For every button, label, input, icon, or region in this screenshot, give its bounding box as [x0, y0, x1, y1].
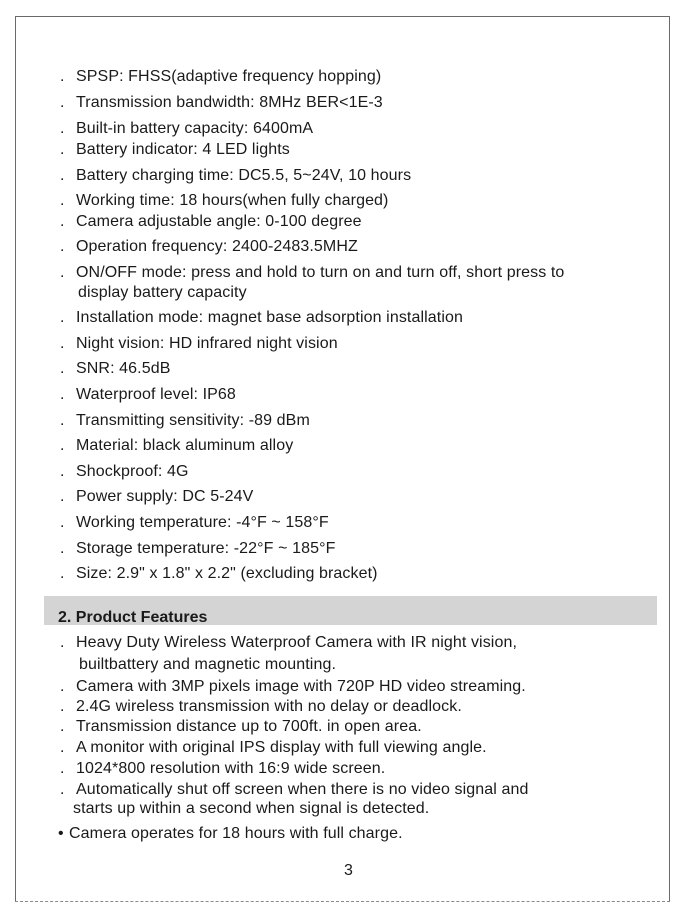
bullet: .	[60, 437, 65, 454]
bullet: .	[60, 309, 65, 326]
feature-ips-display: A monitor with original IPS display with full viewing angle.	[76, 739, 487, 756]
spec-operation-frequency: Operation frequency: 2400-2483.5MHZ	[76, 238, 358, 255]
spec-battery-capacity: Built-in battery capacity: 6400mA	[76, 120, 314, 137]
spec-working-time: Working time: 18 hours(when fully charged)	[76, 192, 389, 209]
feature-auto-shutoff: Automatically shut off screen when there is no video signal and	[76, 781, 529, 798]
spec-shockproof: Shockproof: 4G	[76, 463, 189, 480]
spec-battery-indicator: Battery indicator: 4 LED lights	[76, 141, 290, 158]
bullet: .	[60, 718, 65, 735]
feature-3mp: Camera with 3MP pixels image with 720P HD video streaming.	[76, 678, 526, 695]
spec-installation-mode: Installation mode: magnet base adsorption installation	[76, 309, 463, 326]
spec-onoff-mode-cont: display battery capacity	[78, 284, 247, 301]
bullet: .	[60, 386, 65, 403]
bullet: .	[60, 781, 65, 798]
bullet: .	[60, 213, 65, 230]
bullet: .	[60, 739, 65, 756]
spec-camera-angle: Camera adjustable angle: 0-100 degree	[76, 213, 362, 230]
section-title: 2. Product Features	[58, 609, 208, 626]
bullet: .	[60, 488, 65, 505]
feature-operation-hours: Camera operates for 18 hours with full charge.	[69, 825, 403, 842]
feature-distance: Transmission distance up to 700ft. in open area.	[76, 718, 422, 735]
spec-snr: SNR: 46.5dB	[76, 360, 171, 377]
bullet: .	[60, 167, 65, 184]
bullet: .	[60, 678, 65, 695]
bullet: .	[60, 68, 65, 85]
spec-onoff-mode: ON/OFF mode: press and hold to turn on and turn off, short press to	[76, 264, 565, 281]
bullet: .	[60, 540, 65, 557]
bullet: .	[60, 360, 65, 377]
feature-auto-shutoff-cont: starts up within a second when signal is detected.	[73, 800, 430, 817]
bullet: .	[60, 335, 65, 352]
bullet: .	[60, 192, 65, 209]
bullet: .	[60, 463, 65, 480]
spec-sensitivity: Transmitting sensitivity: -89 dBm	[76, 412, 310, 429]
bullet: .	[60, 760, 65, 777]
bullet: .	[60, 238, 65, 255]
feature-wireless: 2.4G wireless transmission with no delay or deadlock.	[76, 698, 462, 715]
bullet: .	[60, 94, 65, 111]
bullet: •	[58, 825, 64, 842]
spec-material: Material: black aluminum alloy	[76, 437, 294, 454]
bullet: .	[60, 264, 65, 281]
bullet: .	[60, 412, 65, 429]
spec-storage-temp: Storage temperature: -22°F ~ 185°F	[76, 540, 336, 557]
spec-size: Size: 2.9" x 1.8" x 2.2" (excluding bracket)	[76, 565, 378, 582]
spec-waterproof: Waterproof level: IP68	[76, 386, 236, 403]
spec-night-vision: Night vision: HD infrared night vision	[76, 335, 338, 352]
bottom-dashed-rule	[15, 901, 670, 902]
spec-power-supply: Power supply: DC 5-24V	[76, 488, 254, 505]
spec-charging-time: Battery charging time: DC5.5, 5~24V, 10 hours	[76, 167, 412, 184]
page-number: 3	[344, 862, 353, 879]
bullet: .	[60, 698, 65, 715]
feature-resolution: 1024*800 resolution with 16:9 wide screen.	[76, 760, 386, 777]
spec-bandwidth: Transmission bandwidth: 8MHz BER<1E-3	[76, 94, 383, 111]
bullet: .	[60, 514, 65, 531]
feature-heavy-duty: Heavy Duty Wireless Waterproof Camera with IR night vision,	[76, 634, 518, 651]
spec-working-temp: Working temperature: -4°F ~ 158°F	[76, 514, 329, 531]
bullet: .	[60, 120, 65, 137]
feature-heavy-duty-cont: builtbattery and magnetic mounting.	[79, 656, 336, 673]
bullet: .	[60, 141, 65, 158]
bullet: .	[60, 565, 65, 582]
spec-fhss: SPSP: FHSS(adaptive frequency hopping)	[76, 68, 382, 85]
bullet: .	[60, 634, 65, 651]
